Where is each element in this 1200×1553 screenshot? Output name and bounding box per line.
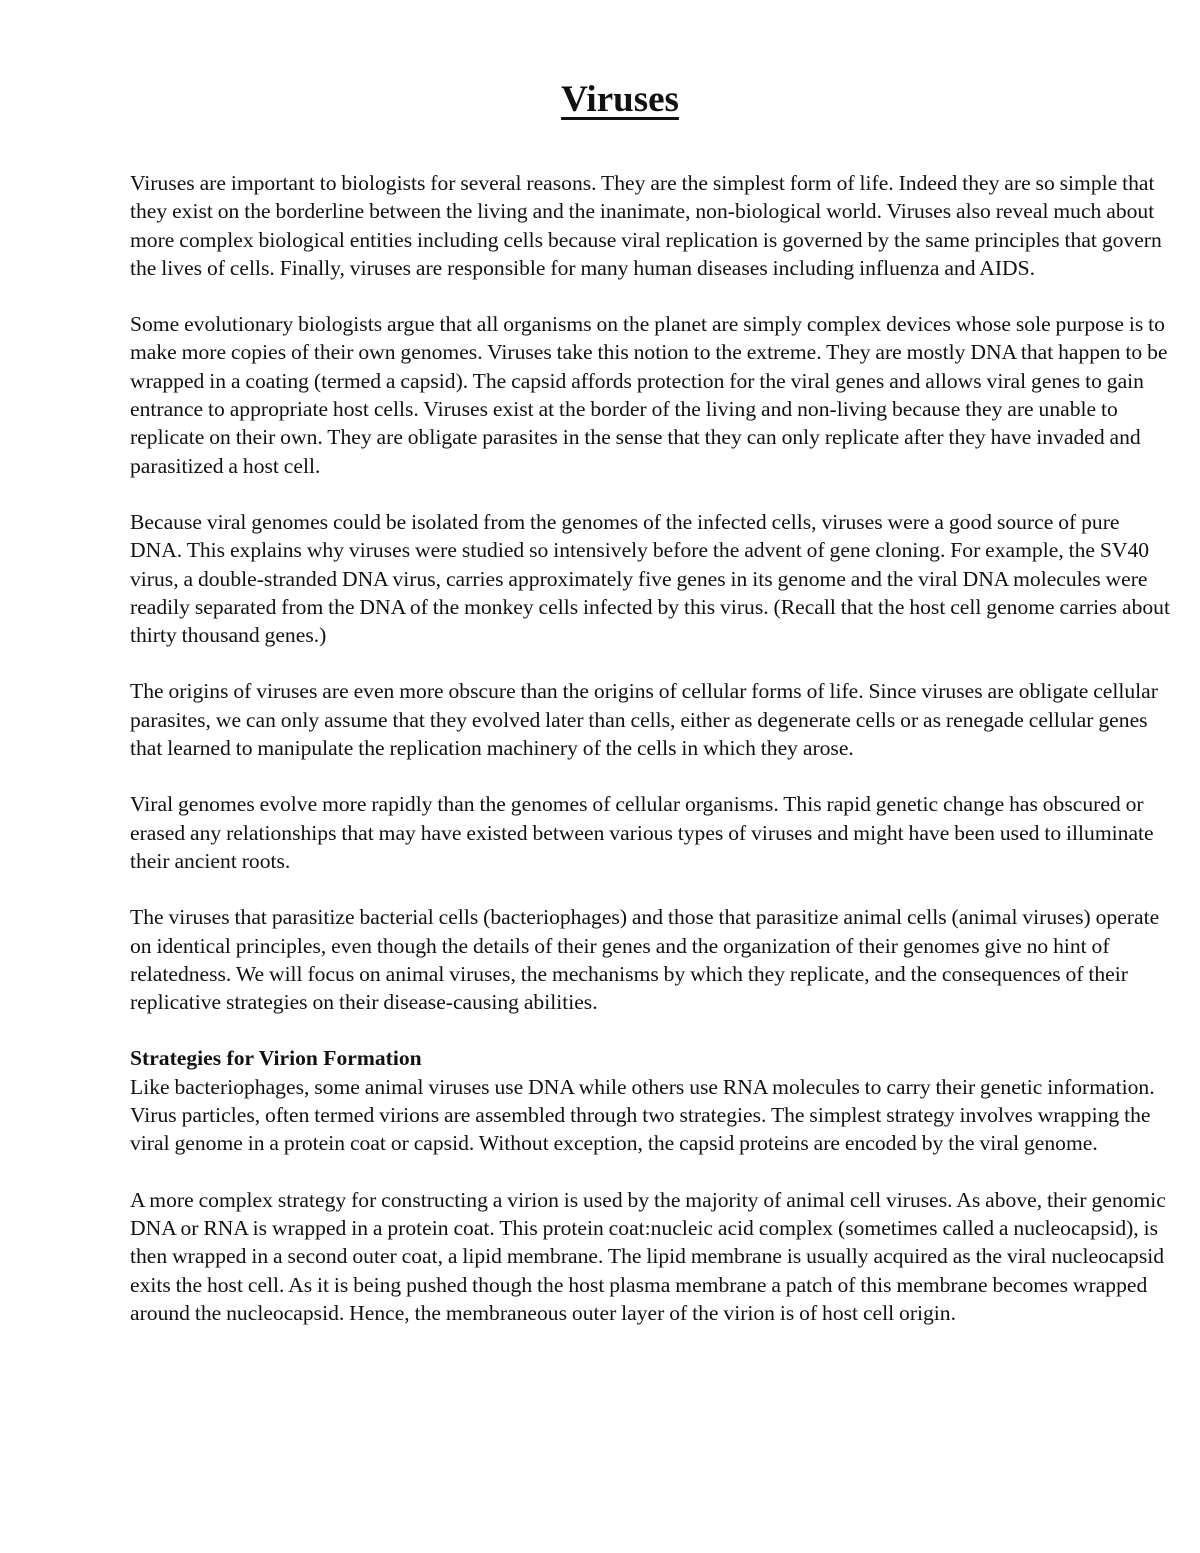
paragraph-virion-strategies: Like bacteriophages, some animal viruses use DNA while others use RNA molecules to carry their genetic information. Virus particles, often termed virions are assembled through two strategies. The simplest strategy involves wrapping the viral genome in a protein coat or capsid. Without exception, the capsid proteins are encoded by the viral genome. <box>130 1074 1155 1156</box>
page-title <box>0 78 1200 122</box>
paragraph-viral-genomes-dna: Because viral genomes could be isolated from the genomes of the infected cells, viruses were a good source of pure DNA. This explains why viruses were studied so intensively before the advent of gene cloning. For example, the SV40 virus, a double-stranded DNA virus, carries approximately five genes in its genome and the viral DNA molecules were readily separated from the DNA of the monkey cells infected by this virus. (Recall that the host cell genome carries about thirty thousand genes.) <box>130 509 1170 648</box>
paragraph-complex-strategy: A more complex strategy for constructing a virion is used by the majority of animal cell viruses. As above, their genomic DNA or RNA is wrapped in a protein coat. This protein coat:nucleic acid complex (sometimes called a nucleocapsid), is then wrapped in a second outer coat, a lipid membrane. The lipid membrane is usually acquired as the viral nucleocapsid exits the host cell. As it is being pushed though the host plasma membrane a patch of this membrane becomes wrapped around the nucleocapsid. Hence, the membraneous outer layer of the virion is of host cell origin. <box>130 1187 1166 1325</box>
paragraph-evolutionary: Some evolutionary biologists argue that all organisms on the planet are simply complex devices whose sole purpose is to make more copies of their own genomes. Viruses take this notion to the extreme. They are mostly DNA that happen to be wrapped in a coating (termed a capsid). The capsid affords protection for the viral genes and allows viral genes to gain entrance to appropriate host cells. Viruses exist at the border of the living and non-living because they are unable to replicate on their own. They are obligate parasites in the sense that they can only replicate after they have invaded and parasitized a host cell. <box>130 312 1168 478</box>
page-title-text: Viruses <box>561 79 679 120</box>
paragraph-origins: The origins of viruses are even more obscure than the origins of cellular forms of life. Since viruses are obligate cellular parasites, we can only assume that they evolved later than cells, either as degenerate cells or as renegade cellular genes that learned to manipulate the replication machinery of the cells in which they arose. <box>130 679 1158 761</box>
document-body <box>130 169 1170 1355</box>
paragraph-rapid-evolution: Viral genomes evolve more rapidly than the genomes of cellular organisms. This rapid genetic change has obscured or erased any relationships that may have existed between various types of viruses and might have been used to illuminate their ancient roots. <box>130 792 1154 873</box>
paragraph-intro: Viruses are important to biologists for several reasons. They are the simplest form of life. Indeed they are so simple that they exist on the borderline between the living and the inanimate, non-biological world. Viruses also reveal much about more complex biological entities including cells because viral replication is governed by the same principles that govern the lives of cells. Finally, viruses are responsible for many human diseases including influenza and AIDS. <box>130 171 1162 280</box>
section-heading: Strategies for Virion Formation <box>130 1046 422 1071</box>
paragraph-bacteriophages-animal: The viruses that parasitize bacterial cells (bacteriophages) and those that parasitize animal cells (animal viruses) operate on identical principles, even though the details of their genes and the organization of their genomes give no hint of relatedness. We will focus on animal viruses, the mechanisms by which they replicate, and the consequences of their replicative strategies on their disease-causing abilities. <box>130 905 1160 1015</box>
